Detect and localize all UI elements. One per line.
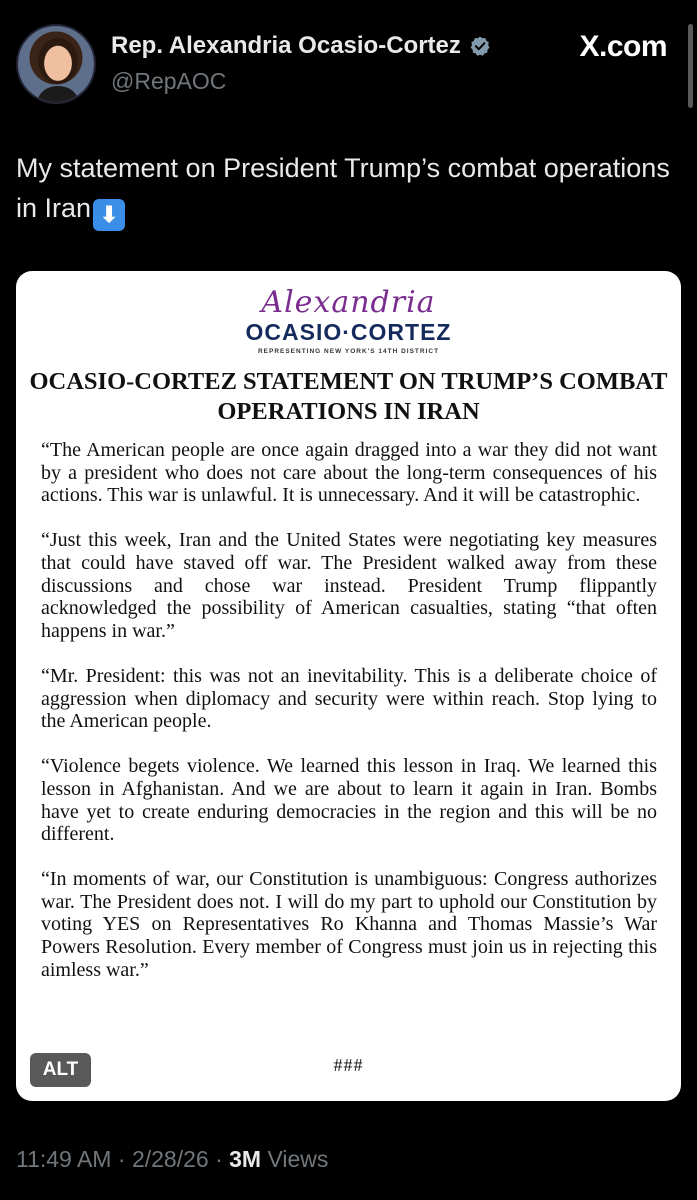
tweet-meta xyxy=(16,1146,328,1173)
tweet-time[interactable]: 11:49 AM xyxy=(16,1146,112,1172)
end-mark: ### xyxy=(333,1055,364,1075)
author-name[interactable]: Rep. Alexandria Ocasio-Cortez xyxy=(111,32,461,59)
alt-text-button[interactable]: ALT xyxy=(30,1053,91,1087)
statement-title: OCASIO-CORTEZ STATEMENT ON TRUMP’S COMBAT OPERATIONS IN IRAN xyxy=(29,368,668,425)
statement-image[interactable] xyxy=(16,271,681,1101)
statement-paragraph: “In moments of war, our Constitution is unambiguous: Congress authorizes war. The President does not. I will do my part to uphold our Constitution by voting YES on Representatives Ro Khanna and Thomas Massie’s War Powers Resolution. Every member of Congress must join us in rejecting this aimless war.” xyxy=(41,868,657,981)
letterhead-name: OCASIO·CORTEZ xyxy=(245,319,452,345)
statement-paragraph: “The American people are once again dragged into a war they did not want by a president who does not care about the long-term consequences of his actions. This war is unlawful. It is unnecessary. And it will be catastrophic. xyxy=(41,439,657,507)
views-count[interactable]: 3M xyxy=(229,1146,262,1172)
down-arrow-icon: ⬇ xyxy=(93,199,125,231)
letterhead-script: Alexandria xyxy=(261,285,436,320)
statement-paragraph: “Mr. President: this was not an inevitability. This is a deliberate choice of aggression when diplomacy and security were within reach. Stop lying to the American people. xyxy=(41,664,657,733)
scrollbar[interactable] xyxy=(688,24,693,108)
tweet-text-content: My statement on President Trump’s combat operations in Iran xyxy=(16,153,670,223)
x-logo: X.com xyxy=(579,30,667,63)
tweet-text xyxy=(16,148,676,231)
letterhead-subtitle: REPRESENTING NEW YORK'S 14TH DISTRICT xyxy=(257,348,440,355)
author-name-row xyxy=(111,32,491,60)
verified-badge-icon xyxy=(469,35,491,57)
meta-separator: · xyxy=(117,1146,126,1172)
tweet-header xyxy=(16,24,681,106)
views-label: Views xyxy=(267,1146,329,1172)
tweet-date[interactable]: 2/28/26 xyxy=(131,1146,209,1172)
meta-separator: · xyxy=(215,1146,223,1172)
statement-body xyxy=(41,439,657,1004)
statement-paragraph: “Violence begets violence. We learned this lesson in Iraq. We learned this lesson in Afghanistan. And we are about to learn it again in Iran. Bombs have yet to create enduring democracies in the region and this will be no different. xyxy=(41,755,657,846)
author-avatar[interactable] xyxy=(16,24,96,104)
statement-paragraph: “Just this week, Iran and the United States were negotiating key measures that could have staved off war. The President walked away from these discussions and chose war instead. President Trump flippantly acknowledged the possibility of American casualties, stating “that often happens in war.” xyxy=(41,529,657,642)
author-handle[interactable]: @RepAOC xyxy=(111,68,227,94)
